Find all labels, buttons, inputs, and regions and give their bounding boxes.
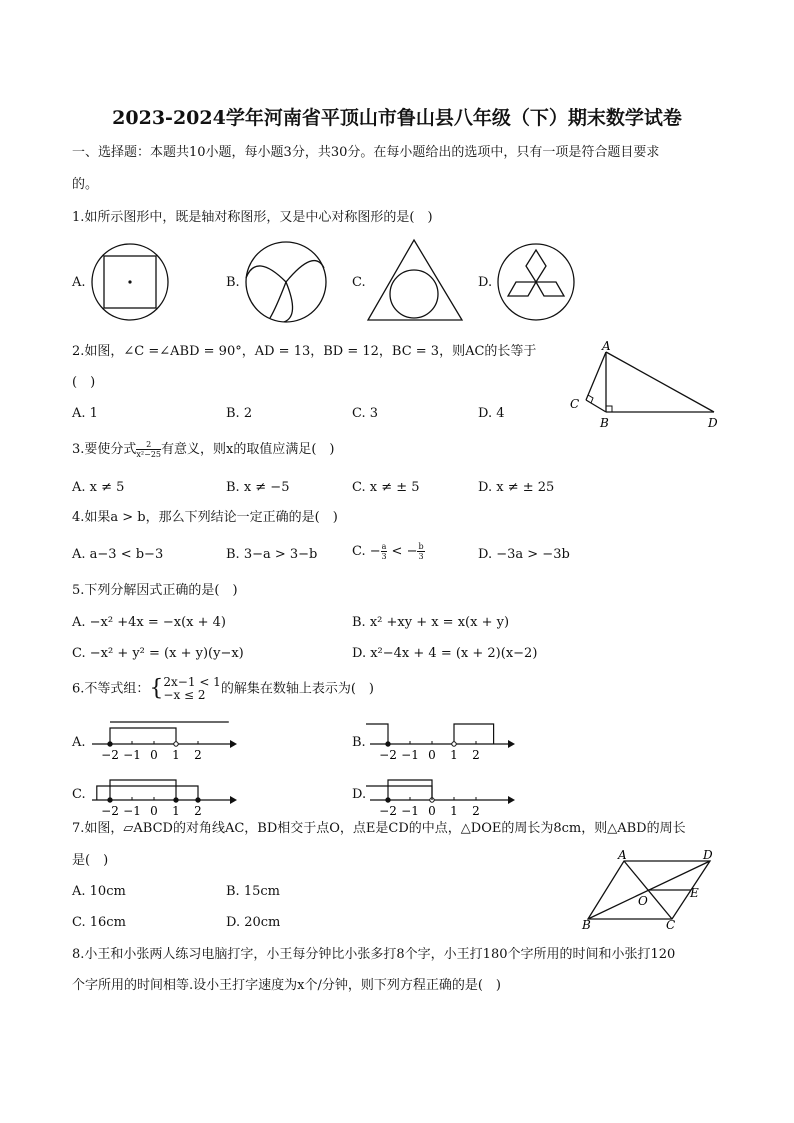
q2-option-b: B. 2 xyxy=(226,406,253,421)
numberline-arrow xyxy=(508,796,515,804)
q4-frac-b-den: 3 xyxy=(418,552,424,561)
q8-stem-line1: 8.小王和小张两人练习电脑打字，小王每分钟比小张多打8个字，小王打180个字所用的时间和小张打120 xyxy=(72,947,676,962)
q5-option-b: B. x² +xy + x = x(x + y) xyxy=(352,615,510,630)
numberline-solution-bracket xyxy=(97,786,198,800)
numberline-tick-label: 1 xyxy=(450,748,458,762)
q7-label-a: A xyxy=(618,848,627,862)
q3-option-a: A. x ≠ 5 xyxy=(72,480,125,495)
q1-label-a: A. xyxy=(72,275,86,290)
q4-option-c-pre: C. − xyxy=(352,544,381,559)
q5-option-a: A. −x² +4x = −x(x + 4) xyxy=(72,615,227,630)
numberline-tick-label: −2 xyxy=(101,804,119,818)
q7-option-b: B. 15cm xyxy=(226,884,280,899)
numberline-endpoint xyxy=(108,798,112,802)
numberline-tick-label: 2 xyxy=(472,748,480,762)
numberline-tick-label: −1 xyxy=(401,804,419,818)
q3-stem xyxy=(72,440,335,459)
numberline-tick-label: −1 xyxy=(123,748,141,762)
q1-label-d: D. xyxy=(478,275,493,290)
q3-fraction xyxy=(136,440,161,459)
numberline-endpoint xyxy=(174,798,178,802)
numberline-arrow xyxy=(508,740,515,748)
numberline-solution-bracket xyxy=(454,724,494,744)
q2-label-b: B xyxy=(600,416,609,430)
q7-label-b: B xyxy=(582,918,591,930)
numberline-tick-label: 0 xyxy=(428,804,436,818)
q3-frac-num: 2 xyxy=(136,440,161,450)
q3-stem-pre: 3.要使分式 xyxy=(72,442,137,457)
q6-numberline-d xyxy=(366,768,516,818)
numberline-tick-label: −2 xyxy=(101,748,119,762)
q7-stem-cont: 是( ) xyxy=(72,853,109,868)
q6-label-d: D. xyxy=(352,787,367,802)
q7-label-e: E xyxy=(690,886,699,900)
q2-option-c: C. 3 xyxy=(352,406,379,421)
q6-label-a: A. xyxy=(72,735,86,750)
q1-figure-b xyxy=(240,238,330,328)
numberline-solution-bracket xyxy=(110,728,176,744)
q1-figure-c xyxy=(366,236,466,326)
q6-system-line1: 2x−1 < 1 xyxy=(163,675,221,689)
q5-option-d: D. x²−4x + 4 = (x + 2)(x−2) xyxy=(352,646,538,661)
numberline-endpoint xyxy=(108,742,112,746)
q3-option-d: D. x ≠ ± 25 xyxy=(478,480,555,495)
q4-frac-b xyxy=(417,542,424,561)
q2-label-a: A xyxy=(602,340,611,353)
numberline-tick-label: 0 xyxy=(150,748,158,762)
numberline-endpoint xyxy=(196,798,200,802)
q7-label-d: D xyxy=(703,848,713,862)
numberline-arrow xyxy=(230,796,237,804)
q6-stem-post: 的解集在数轴上表示为( ) xyxy=(220,681,374,697)
section-heading-cont: 的。 xyxy=(72,177,99,192)
q2-figure xyxy=(564,340,724,432)
q4-stem: 4.如果a > b，那么下列结论一定正确的是( ) xyxy=(72,510,338,525)
numberline-tick-label: 1 xyxy=(172,748,180,762)
section-heading: 一、选择题：本题共10小题，每小题3分，共30分。在每小题给出的选项中，只有一项是符合题目要求 xyxy=(72,145,660,160)
q6-brace: { xyxy=(149,676,164,701)
q4-frac-b-num: b xyxy=(418,542,424,551)
numberline-endpoint xyxy=(174,742,178,746)
q2-label-c: C xyxy=(570,397,580,411)
q2-label-d: D xyxy=(708,416,718,430)
numberline-endpoint xyxy=(452,742,456,746)
q2-option-a: A. 1 xyxy=(72,406,98,421)
q6-stem-pre: 6.不等式组： xyxy=(72,681,150,697)
numberline-solution-bracket xyxy=(366,724,388,744)
q4-option-c xyxy=(352,542,425,561)
q6-numberline-c xyxy=(88,768,238,818)
numberline-endpoint xyxy=(386,742,390,746)
q6-label-b: B. xyxy=(352,735,366,750)
numberline-solution-bracket xyxy=(110,780,176,800)
q1-figure-a xyxy=(88,238,178,328)
q6-system xyxy=(163,676,220,702)
q5-stem: 5.下列分解因式正确的是( ) xyxy=(72,583,238,598)
q6-stem xyxy=(72,676,374,702)
q7-label-c: C xyxy=(666,918,676,930)
q1-label-b: B. xyxy=(226,275,240,290)
numberline-tick-label: 0 xyxy=(428,748,436,762)
numberline-tick-label: 1 xyxy=(450,804,458,818)
q7-option-a: A. 10cm xyxy=(72,884,126,899)
q1-label-c: C. xyxy=(352,275,366,290)
q6-numberline-a xyxy=(88,716,238,766)
numberline-tick-label: −1 xyxy=(401,748,419,762)
q2-stem-paren: ( ) xyxy=(72,375,96,390)
q4-option-b: B. 3−a > 3−b xyxy=(226,547,318,562)
q3-option-b: B. x ≠ −5 xyxy=(226,480,290,495)
q7-option-c: C. 16cm xyxy=(72,915,126,930)
q1-figure-d xyxy=(494,238,584,328)
q6-numberline-b xyxy=(366,716,516,766)
q2-option-d: D. 4 xyxy=(478,406,505,421)
page-title: 2023-2024学年河南省平顶山市鲁山县八年级（下）期末数学试卷 xyxy=(112,107,682,129)
q3-option-c: C. x ≠ ± 5 xyxy=(352,480,420,495)
numberline-tick-label: −2 xyxy=(379,804,397,818)
numberline-solution-bracket xyxy=(366,786,432,800)
q5-option-c: C. −x² + y² = (x + y)(y−x) xyxy=(72,646,244,661)
numberline-tick-label: 2 xyxy=(194,748,202,762)
q4-option-a: A. a−3 < b−3 xyxy=(72,547,164,562)
q7-figure xyxy=(576,845,726,930)
q4-frac-a-den: 3 xyxy=(381,552,387,561)
q6-system-line2: −x ≤ 2 xyxy=(163,688,206,702)
numberline-tick-label: 2 xyxy=(472,804,480,818)
numberline-arrow xyxy=(230,740,237,748)
q8-stem-line2: 个字所用的时间相等.设小王打字速度为x个/分钟，则下列方程正确的是( ) xyxy=(72,978,501,993)
numberline-tick-label: 1 xyxy=(172,804,180,818)
q3-frac-den: x²−25 xyxy=(136,450,162,459)
q3-stem-post: 有意义，则x的取值应满足( ) xyxy=(161,442,335,457)
q4-option-d: D. −3a > −3b xyxy=(478,547,570,562)
q4-frac-a-num: a xyxy=(381,542,387,551)
q7-label-o: O xyxy=(638,894,648,908)
numberline-tick-label: 0 xyxy=(150,804,158,818)
q1-stem: 1.如所示图形中，既是轴对称图形，又是中心对称图形的是( ) xyxy=(72,210,433,225)
q6-label-c: C. xyxy=(72,787,86,802)
numberline-tick-label: −1 xyxy=(123,804,141,818)
q7-option-d: D. 20cm xyxy=(226,915,281,930)
numberline-tick-label: 2 xyxy=(194,804,202,818)
q2-stem: 2.如图，∠C =∠ABD = 90°，AD = 13，BD = 12，BC = 3，则AC的长等于 xyxy=(72,344,537,359)
q7-stem: 7.如图，▱ABCD的对角线AC，BD相交于点O，点E是CD的中点，△DOE的周长为8cm，则△ABD的周长 xyxy=(72,821,686,836)
numberline-endpoint xyxy=(386,798,390,802)
q4-option-c-mid: < − xyxy=(387,544,418,559)
numberline-tick-label: −2 xyxy=(379,748,397,762)
